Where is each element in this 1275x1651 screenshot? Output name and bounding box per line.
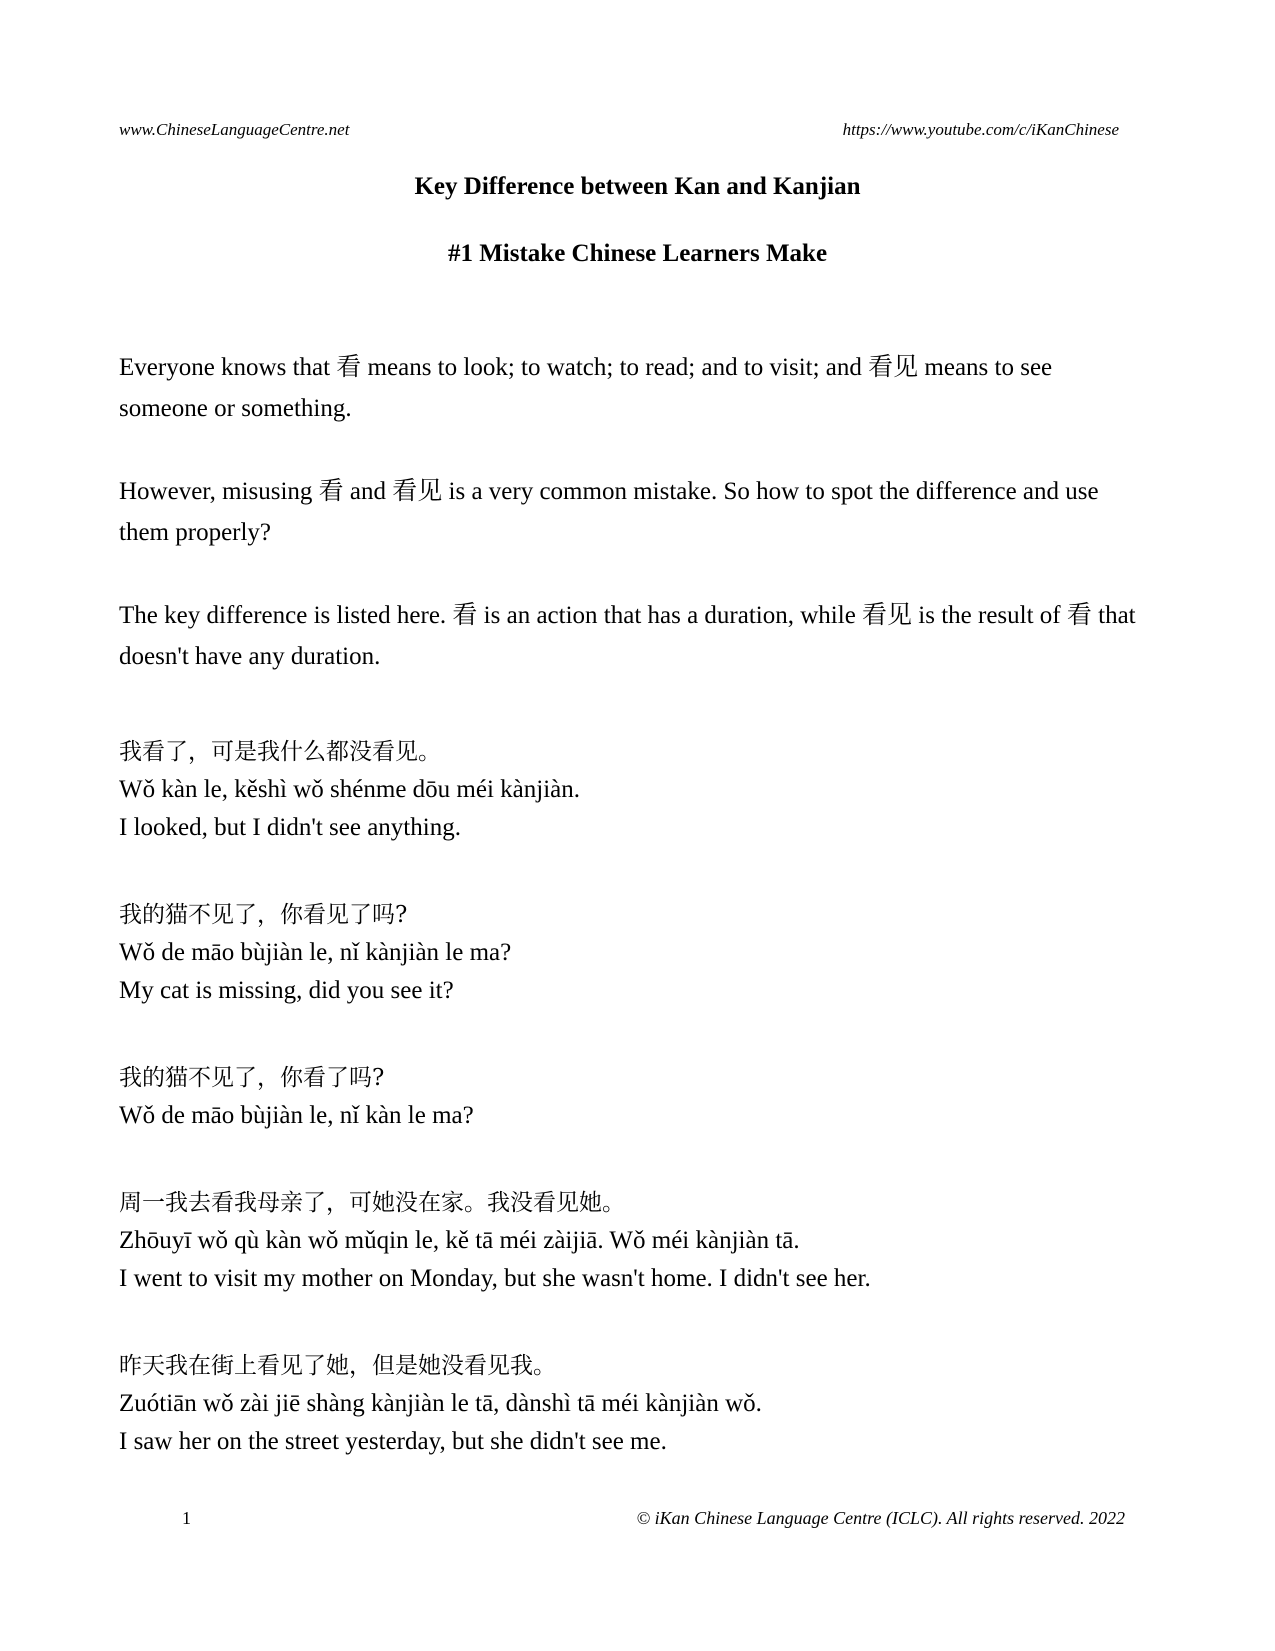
- example-chinese: 我的猫不见了，你看见了吗?: [119, 902, 408, 928]
- example-chinese: 周一我去看我母亲了，可她没在家。我没看见她。: [119, 1190, 625, 1216]
- example-1: [119, 733, 1159, 847]
- example-pinyin: Zuótiān wǒ zài jiē shàng kànjiàn le tā, dànshì tā méi kànjiàn wǒ.: [119, 1390, 762, 1417]
- example-pinyin: Wǒ de māo bùjiàn le, nǐ kànjiàn le ma?: [119, 939, 512, 966]
- example-chinese: 我的猫不见了，你看了吗?: [119, 1065, 385, 1091]
- paragraph-intro: Everyone knows that 看 means to look; to watch; to read; and to visit; and 看见 means to see someone or something.: [119, 354, 1053, 422]
- example-2: [119, 896, 1159, 1010]
- page-title: Key Difference between Kan and Kanjian: [414, 173, 861, 200]
- copyright-notice: © iKan Chinese Language Centre (ICLC). All rights reserved. 2022: [636, 1508, 1125, 1528]
- paragraph-mistake: However, misusing 看 and 看见 is a very common mistake. So how to spot the difference and use them properly?: [119, 478, 1099, 546]
- paragraph-key-difference: The key difference is listed here. 看 is an action that has a duration, while 看见 is the result of 看 that doesn't have any duration.: [119, 602, 1136, 670]
- page-number: 1: [182, 1508, 191, 1528]
- example-pinyin: Zhōuyī wǒ qù kàn wǒ mǔqin le, kě tā méi zàijiā. Wǒ méi kànjiàn tā.: [119, 1227, 800, 1254]
- page-subtitle: #1 Mistake Chinese Learners Make: [447, 240, 828, 267]
- example-pinyin: Wǒ de māo bùjiàn le, nǐ kàn le ma?: [119, 1102, 474, 1129]
- example-english: I saw her on the street yesterday, but she didn't see me.: [119, 1428, 667, 1455]
- example-4: [119, 1184, 1159, 1298]
- example-english: I went to visit my mother on Monday, but she wasn't home. I didn't see her.: [119, 1265, 871, 1292]
- example-3: [119, 1059, 1159, 1135]
- example-english: I looked, but I didn't see anything.: [119, 814, 461, 841]
- example-5: [119, 1347, 1159, 1461]
- example-pinyin: Wǒ kàn le, kěshì wǒ shénme dōu méi kànjiàn.: [119, 776, 580, 803]
- example-english: My cat is missing, did you see it?: [119, 977, 454, 1004]
- header-website-url: www.ChineseLanguageCentre.net: [119, 120, 350, 139]
- header-youtube-url: https://www.youtube.com/c/iKanChinese: [842, 120, 1119, 139]
- example-chinese: 昨天我在街上看见了她，但是她没看见我。: [119, 1353, 556, 1379]
- example-chinese: 我看了，可是我什么都没看见。: [119, 739, 441, 765]
